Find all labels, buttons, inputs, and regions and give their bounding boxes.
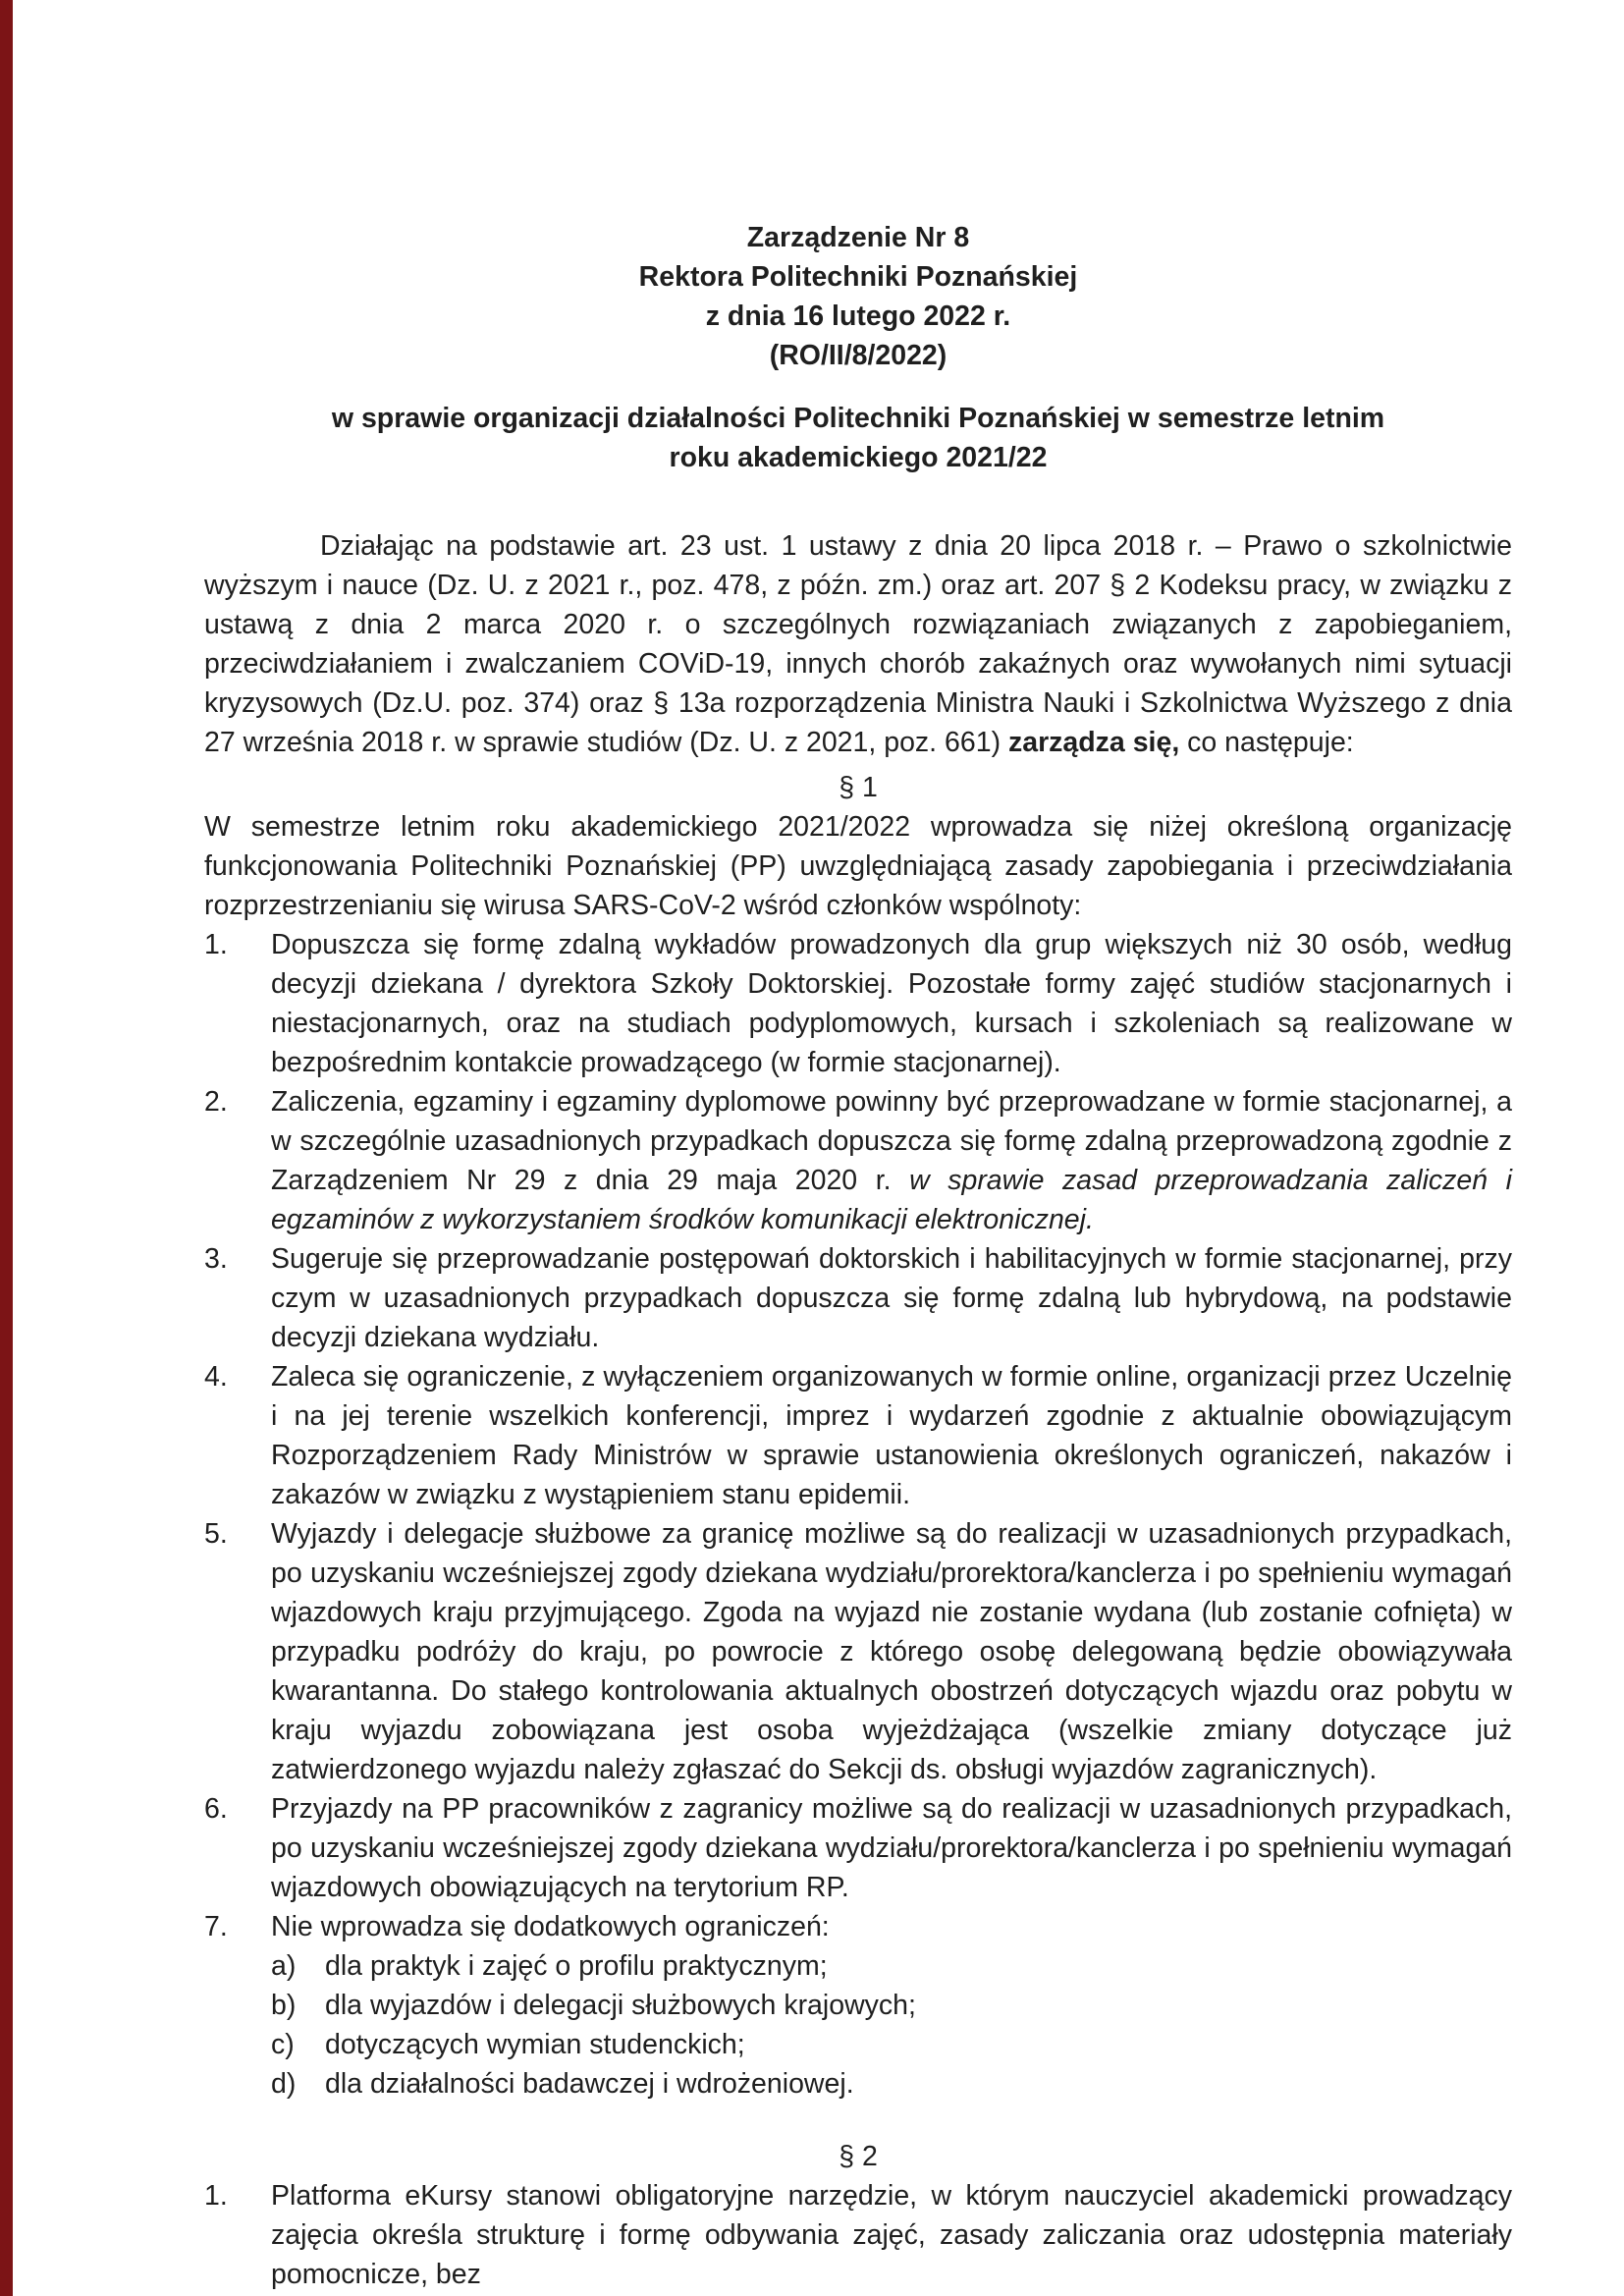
sub-list-item — [271, 1946, 1512, 1986]
subject-line: w sprawie organizacji działalności Politechniki Poznańskiej w semestrze letnim — [331, 403, 1385, 434]
list-item — [204, 1357, 1512, 1514]
list-item — [204, 925, 1512, 1082]
list-item-number: 6. — [204, 1793, 228, 1825]
list-item-text: Zaliczenia, egzaminy i egzaminy dyplomowe powinny być przeprowadzane w formie stacjonarnej, a w szczególnie uzasadnionych przypadkach dopuszcza się formę zdalną przeprowadzoną zgodnie z Zarządzeniem Nr 29 z dnia 29 maja 2020 r. w sprawie zasad przeprowadzania zaliczeń i egzaminów z wykorzystaniem środków komunikacji elektronicznej. — [271, 1086, 1512, 1235]
sub-list-item-letter: d) — [271, 2068, 297, 2100]
list-item — [204, 1514, 1512, 1789]
sub-list-item-letter: b) — [271, 1990, 297, 2021]
preamble-bold-phrase: zarządza się, — [1007, 727, 1180, 758]
sub-list-item-letter: a) — [271, 1950, 297, 1982]
section-2-list — [204, 2176, 1512, 2294]
list-item-text: Nie wprowadza się dodatkowych ograniczeń: — [271, 1911, 830, 1942]
list-item — [204, 1907, 1512, 1946]
list-item-number: 7. — [204, 1911, 228, 1942]
sub-list-item-text: dla wyjazdów i delegacji służbowych krajowych; — [325, 1990, 916, 2021]
sub-list-item-letter: c) — [271, 2029, 295, 2060]
list-item-text: Przyjazdy na PP pracowników z zagranicy możliwe są do realizacji w uzasadnionych przypadkach, po uzyskaniu wcześniejszej zgody dziekana wydziału/prorektora/kanclerza i po spełnieniu wymagań wjazdowych obowiązujących na terytorium RP. — [271, 1793, 1512, 1903]
list-item-number: 2. — [204, 1086, 228, 1118]
sub-list-item — [271, 2064, 1512, 2104]
list-item — [204, 1082, 1512, 1239]
section-1-list — [204, 925, 1512, 2104]
title-line: Rektora Politechniki Poznańskiej — [638, 261, 1078, 293]
list-item-text: Wyjazdy i delegacje służbowe za granicę możliwe są do realizacji w uzasadnionych przypadkach, po uzyskaniu wcześniejszej zgody dziekana wydziału/prorektora/kanclerza i po spełnieniu wymagań wjazdowych kraju przyjmującego. Zgoda na wyjazd nie zostanie wydana (lub zostanie cofnięta) w przypadku podróży do kraju, po powrocie z którego osobę delegowaną będzie obowiązywała kwarantanna. Do stałego kontrolowania aktualnych obostrzeń dotyczących wjazdu oraz pobytu w kraju wyjazdu zobowiązana jest osoba wyjeżdżająca (wszelkie zmiany dotyczące już zatwierdzonego wyjazdu należy zgłaszać do Sekcji ds. obsługi wyjazdów zagranicznych). — [271, 1518, 1512, 1785]
list-item-number: 5. — [204, 1518, 228, 1550]
ordinance-subject — [204, 399, 1512, 477]
list-item-text: Dopuszcza się formę zdalną wykładów prowadzonych dla grup większych niż 30 osób, według decyzji dziekana / dyrektora Szkoły Doktorskiej. Pozostałe formy zajęć studiów stacjonarnych i niestacjonarnych, oraz na studiach podyplomowych, kursach i szkoleniach są realizowane w bezpośrednim kontakcie prowadzącego (w formie stacjonarnej). — [271, 929, 1512, 1078]
legal-preamble — [204, 526, 1512, 762]
sub-list-item-text: dla praktyk i zajęć o profilu praktycznym; — [325, 1950, 828, 1982]
list-item-text: Sugeruje się przeprowadzanie postępowań doktorskich i habilitacyjnych w formie stacjonarnej, przy czym w uzasadnionych przypadkach dopuszcza się formę zdalną lub hybrydową, na podstawie decyzji dziekana wydziału. — [271, 1243, 1512, 1353]
list-item-number: 1. — [204, 2180, 228, 2212]
left-edge-accent-bar — [0, 0, 13, 2296]
document-content — [204, 0, 1512, 2294]
list-item — [204, 1789, 1512, 1907]
ordinance-title — [204, 218, 1512, 375]
list-item — [204, 1239, 1512, 1357]
subject-line: roku akademickiego 2021/22 — [669, 442, 1048, 473]
sub-list-item-text: dotyczących wymian studenckich; — [325, 2029, 745, 2060]
title-line: z dnia 16 lutego 2022 r. — [705, 301, 1011, 332]
list-item-text: Zaleca się ograniczenie, z wyłączeniem organizowanych w formie online, organizacji przez Uczelnię i na jej terenie wszelkich konferencji, imprez i wydarzeń zgodnie z aktualnie obowiązującym Rozporządzeniem Rady Ministrów w sprawie ustanowienia określonych ograniczeń, nakazów i zakazów w związku z wystąpieniem stanu epidemii. — [271, 1361, 1512, 1510]
preamble-text: Działając na podstawie art. 23 ust. 1 ustawy z dnia 20 lipca 2018 r. – Prawo o szkolnictwie wyższym i nauce (Dz. U. z 2021 r., poz. 478, z późn. zm.) oraz art. 207 § 2 Kodeksu pracy, w związku z ustawą z dnia 2 marca 2020 r. o szczególnych rozwiązaniach związanych z zapobieganiem, przeciwdziałaniem i zwalczaniem COViD-19, innych chorób zakaźnych oraz wywołanych nimi sytuacji kryzysowych (Dz.U. poz. 374) oraz § 13a rozporządzenia Ministra Nauki i Szkolnictwa Wyższego z dnia 27 września 2018 r. w sprawie studiów (Dz. U. z 2021, poz. 661) — [204, 530, 1512, 758]
sub-list-item — [271, 1986, 1512, 2025]
list-item-text: Platforma eKursy stanowi obligatoryjne narzędzie, w którym nauczyciel akademicki prowadzący zajęcia określa strukturę i formę odbywania zajęć, zasady zaliczania oraz udostępnia materiały pomocnicze, bez — [271, 2180, 1512, 2290]
section-1-heading: § 1 — [839, 772, 878, 803]
sub-list-item — [271, 2025, 1512, 2064]
title-line: (RO/II/8/2022) — [769, 340, 947, 371]
section-1-intro: W semestrze letnim roku akademickiego 2021/2022 wprowadza się niżej określoną organizację funkcjonowania Politechniki Poznańskiej (PP) uwzględniającą zasady zapobiegania i przeciwdziałania rozprzestrzenianiu się wirusa SARS-CoV-2 wśród członków wspólnoty: — [204, 811, 1512, 921]
list-item-number: 1. — [204, 929, 228, 960]
list-item — [204, 2176, 1512, 2294]
list-item-number: 4. — [204, 1361, 228, 1393]
sub-list-item-text: dla działalności badawczej i wdrożeniowej. — [325, 2068, 854, 2100]
preamble-text: co następuje: — [1179, 727, 1354, 758]
list-item-number: 3. — [204, 1243, 228, 1275]
section-2-heading: § 2 — [839, 2141, 878, 2172]
title-line: Zarządzenie Nr 8 — [746, 222, 970, 253]
